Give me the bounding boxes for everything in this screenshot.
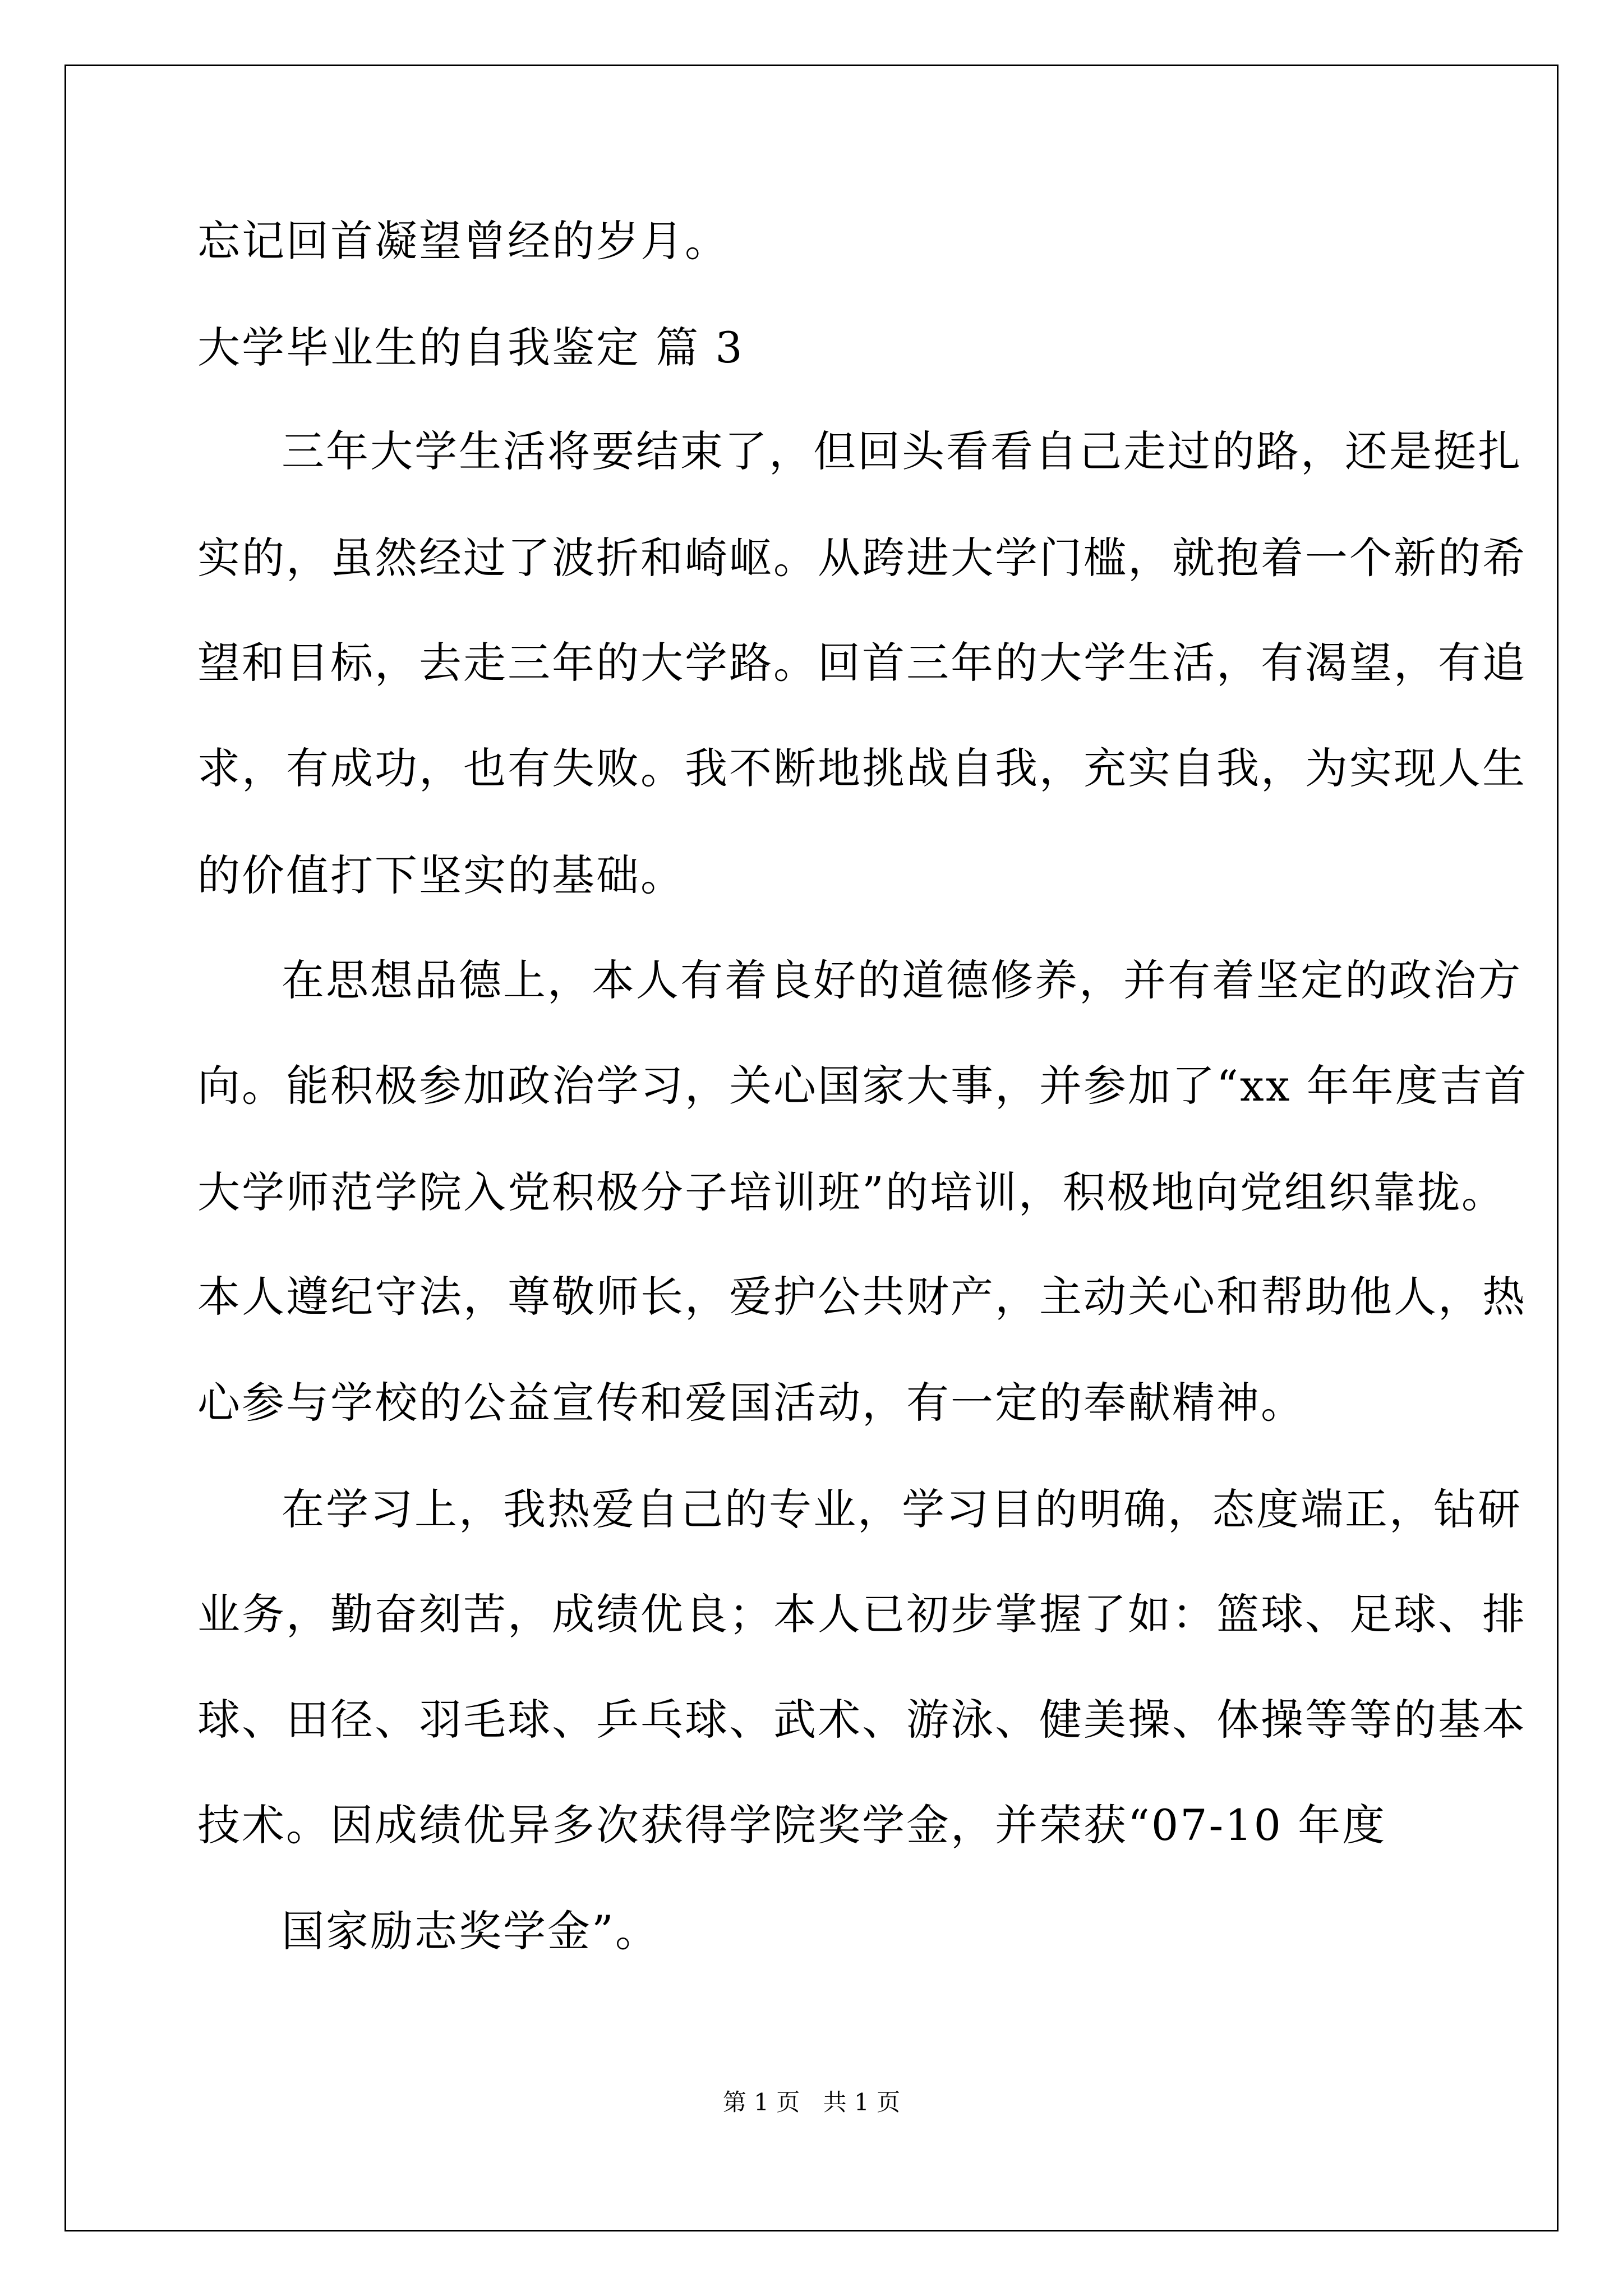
text-line: 技术。因成绩优异多次获得学院奖学金，并荣获“07-10 年度 [197,1800,1387,1850]
page-footer [0,2087,1623,2118]
text-line: 实的，虽然经过了波折和崎岖。从跨进大学门槛，就抱着一个新的希 [197,533,1527,583]
text-line: 望和目标，去走三年的大学路。回首三年的大学生活，有渴望，有追 [197,638,1527,688]
text-line: 求，有成功，也有失败。我不断地挑战自我，充实自我，为实现人生 [197,743,1527,793]
page-number-total: 共 1 页 [823,2088,901,2116]
text-line: 心参与学校的公益宣传和爱国活动，有一定的奉献精神。 [197,1378,1305,1428]
text-line: 的价值打下坚实的基础。 [197,850,685,900]
section-heading: 大学毕业生的自我鉴定 篇 3 [197,323,744,372]
text-line: 在思想品德上，本人有着良好的道德修养，并有着坚定的政治方 [282,955,1522,1005]
page-number-current: 第 1 页 [722,2088,800,2116]
text-line: 在学习上，我热爱自己的专业，学习目的明确，态度端正，钻研 [282,1484,1522,1534]
text-line: 大学师范学院入党积极分子培训班”的培训，积极地向党组织靠拢。 [197,1167,1506,1217]
text-line: 国家励志奖学金”。 [282,1906,660,1956]
text-line: 业务，勤奋刻苦，成绩优良；本人已初步掌握了如：篮球、足球、排 [197,1589,1527,1639]
text-line: 球、田径、羽毛球、乒乓球、武术、游泳、健美操、体操等等的基本 [197,1695,1527,1745]
text-line: 本人遵纪守法，尊敬师长，爱护公共财产，主动关心和帮助他人，热 [197,1272,1527,1322]
text-line: 忘记回首凝望曾经的岁月。 [197,216,729,266]
text-line: 向。能积极参加政治学习，关心国家大事，并参加了“xx 年年度吉首 [197,1061,1528,1111]
text-line: 三年大学生活将要结束了，但回头看看自己走过的路，还是挺扎 [282,426,1522,476]
